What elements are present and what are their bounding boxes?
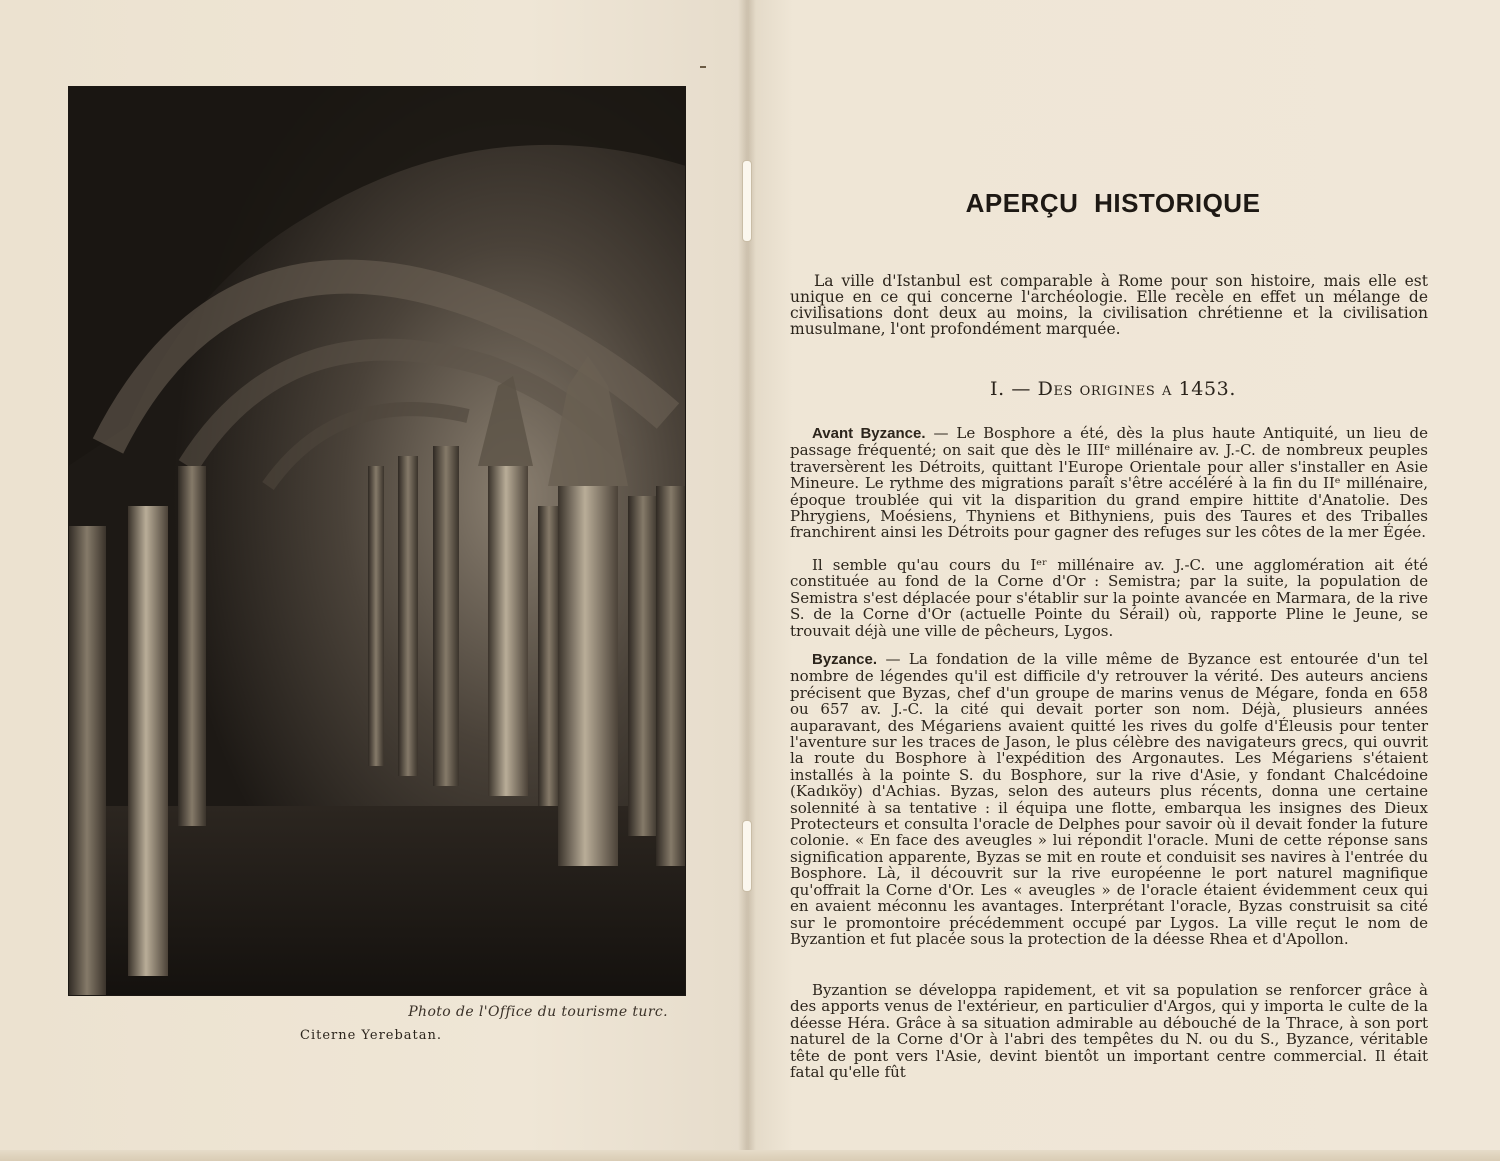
binding-staple-top	[742, 160, 752, 242]
cistern-photo	[68, 86, 686, 996]
paragraph-byzantion: Byzantion se développa rapidement, et vit sa population se renforcer grâce à des apports venus de l'extérieur, en particulier d'Argos, qui y importa le culte de la déesse Héra. Grâce à sa situation admirable au débouché de la Thrace, à son port naturel de la Corne d'Or à l'abri des tempêtes du N. ou du S., Byzance, véritable tête de pont vers l'Asie, devint bientôt un important centre commercial. Il était fatal qu'elle fût	[790, 981, 1428, 1082]
paragraph-text: — La fondation de la ville même de Byzance est entourée d'un tel nombre de légendes qu'il est difficile d'y retrouver la vérité. Des auteurs anciens précisent que Byzas, chef d'un groupe de marins venus de Mégare, fonda en 658 ou 657 av. J.-C. la cité qui devait porter son nom. Déjà, plusieurs années auparavant, des Mégariens avaient quitté les rives du golfe d'Éleusis pour tenter l'aventure sur les traces de Jason, le plus célèbre des navigateurs grecs, qui ouvrit la route du Bosphore à l'expédition des Argonautes. Les Mégariens s'étaient installés à la pointe S. du Bosphore, sur la rive d'Asie, y fondant Chalcédoine (Kadıköy) d'Achias. Byzas, selon des auteurs plus récents, donna une certaine solennité à sa tentative : il équipa une flotte, embarqua les insignes des Dieux Protecteurs et consulta l'oracle de Delphes pour savoir où il devait fonder la future colonie. « En face des aveugles » lui répondit l'oracle. Muni de cette réponse sans signification apparente, Byzas se mit en route et conduisit ses navires à l'entrée du Bosphore. Là, il découvrit sur la rive européenne le port naturel magnifique qu'offrait la Corne d'Or. Les « aveugles » de l'oracle étaient évidemment ceux qui en avaient méconnu les avantages. Interprétant l'oracle, Byzas construisit sa cité sur le promontoire précédemment occupé par Lygos. La ville reçut le nom de Byzantion et fut placée sous la protection de la déesse Rhea et d'Apollon.	[790, 650, 1428, 948]
photo-credit: Photo de l'Office du tourisme turc.	[408, 1004, 668, 1020]
page-title: APERÇU HISTORIQUE	[965, 188, 1261, 218]
binding-staple-bottom	[742, 820, 752, 892]
paragraph-lead: Avant Byzance.	[812, 425, 926, 442]
paragraph-byzance	[790, 651, 1428, 947]
paragraph-text: — Le Bosphore a été, dès la plus haute Antiquité, un lieu de passage fréquenté; on sait que dès le IIIᵉ millénaire av. J.-C. de nombreux peuples traversèrent les Détroits, quittant l'Europe Orientale pour aller s'installer en Asie Mineure. Le rythme des migrations paraît s'être accéléré à la fin du IIᵉ millénaire, époque troublée qui vit la disparition du grand empire hittite d'Anatolie. Des Phrygiens, Moésiens, Thyniens et Bithyniens, puis des Taures et des Triballes franchirent ainsi les Détroits pour gagner des refuges sur les côtes de la mer Égée.	[790, 424, 1428, 542]
page-bottom-edge	[0, 1150, 1500, 1161]
photo-caption: Citerne Yerebatan.	[300, 1028, 443, 1043]
print-mark	[700, 66, 706, 68]
paragraph-il-semble: Il semble qu'au cours du Iᵉʳ millénaire av. J.-C. une agglomération ait été constituée au fond de la Corne d'Or : Semistra; par la suite, la population de Semistra s'est déplacée pour s'établir sur la pointe avancée en Marmara, de la rive S. de la Corne d'Or (actuelle Pointe du Sérail) où, rapporte Pline le Jeune, se trouvait déjà une ville de pêcheurs, Lygos.	[790, 556, 1428, 640]
intro-paragraph: La ville d'Istanbul est comparable à Rome pour son histoire, mais elle est unique en ce qui concerne l'archéologie. Elle recèle en effet un mélange de civilisations dont deux au moins, la civilisation chrétienne et la civilisation musulmane, l'ont profondément marquée.	[790, 272, 1428, 338]
section-heading: I. — Des origines a 1453.	[989, 378, 1237, 400]
cistern-photo-image	[68, 86, 686, 996]
paragraph-lead: Byzance.	[812, 651, 878, 668]
paragraph-avant-byzance	[790, 425, 1428, 541]
